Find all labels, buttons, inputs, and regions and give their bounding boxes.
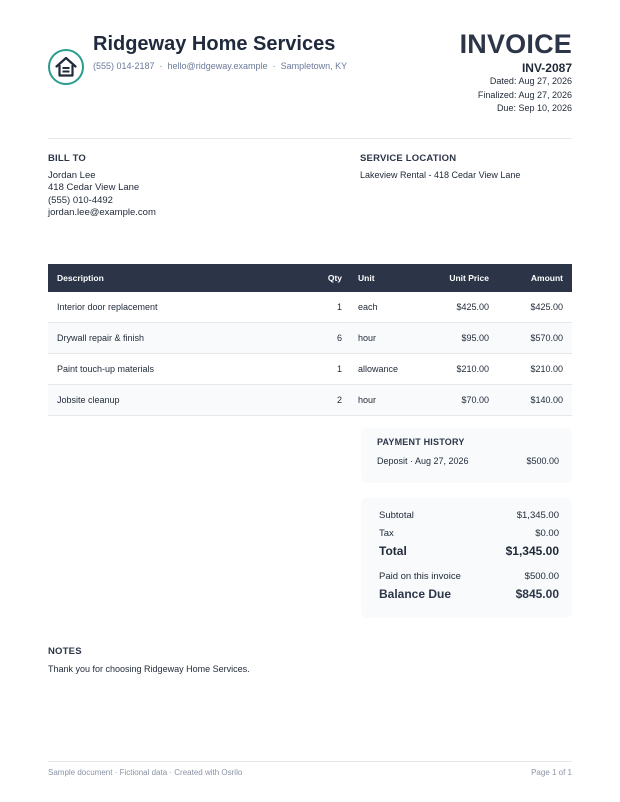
invoice-title: INVOICE: [459, 29, 572, 59]
subtotal-value: $1,345.00: [516, 510, 559, 521]
row-unit: hour: [358, 395, 377, 405]
company-email[interactable]: hello@ridgeway.example: [167, 61, 268, 71]
invoice-number: INV-2087: [521, 61, 572, 75]
header-amount: Amount: [530, 273, 563, 283]
notes-section: [48, 646, 250, 674]
service-location-section: [360, 153, 520, 180]
header-divider: [48, 138, 572, 139]
service-location-label: SERVICE LOCATION: [360, 153, 457, 164]
table-row: [48, 292, 572, 323]
row-unit: each: [358, 302, 378, 312]
company-name: Ridgeway Home Services: [93, 33, 336, 55]
company-logo: [48, 49, 84, 85]
header-qty: Qty: [327, 273, 342, 283]
house-icon: [54, 55, 78, 79]
total-row: [379, 544, 559, 558]
bill-to-address: 418 Cedar View Lane: [48, 182, 140, 194]
bill-to-name: Jordan Lee: [48, 170, 96, 181]
balance-due-row: [379, 587, 559, 601]
invoice-dates: [478, 75, 572, 116]
notes-label: NOTES: [48, 646, 82, 657]
line-items-table: [48, 264, 572, 416]
payment-entry: [377, 456, 559, 466]
invoice-due: Due: Sep 10, 2026: [496, 103, 572, 113]
bill-to-label: BILL TO: [48, 153, 86, 164]
paid-label: Paid on this invoice: [379, 571, 461, 582]
invoice-dated: Dated: Aug 27, 2026: [489, 76, 572, 86]
totals-box: [361, 498, 572, 618]
bill-to-section: [48, 153, 156, 219]
payment-entry-amount: $500.00: [526, 456, 559, 466]
row-qty: 1: [336, 302, 342, 312]
page-number: Page 1 of 1: [531, 768, 572, 777]
total-value: $1,345.00: [505, 544, 559, 558]
row-unit-price: $210.00: [456, 364, 489, 374]
row-description: Jobsite cleanup: [57, 395, 120, 405]
subtotal-row: [379, 510, 559, 521]
row-unit: hour: [358, 333, 377, 343]
balance-due-value: $845.00: [515, 587, 559, 601]
company-contact: [93, 61, 347, 71]
header-description: Description: [57, 273, 104, 283]
row-qty: 1: [336, 364, 342, 374]
tax-value: $0.00: [535, 528, 559, 539]
table-header: [48, 264, 572, 292]
row-description: Paint touch-up materials: [57, 364, 155, 374]
row-unit: allowance: [358, 364, 399, 374]
separator-dot: ·: [159, 61, 163, 71]
payment-history-box: [361, 428, 572, 483]
balance-due-label: Balance Due: [379, 587, 452, 601]
row-description: Interior door replacement: [57, 302, 158, 312]
footer-divider: [48, 761, 572, 762]
bill-to-phone: (555) 010-4492: [48, 194, 113, 206]
row-unit-price: $70.00: [461, 395, 489, 405]
table-row: [48, 323, 572, 354]
row-amount: $210.00: [530, 364, 563, 374]
row-amount: $570.00: [530, 333, 563, 343]
notes-text: Thank you for choosing Ridgeway Home Services.: [48, 664, 250, 674]
company-location: Sampletown, KY: [280, 61, 348, 71]
invoice-finalized: Finalized: Aug 27, 2026: [477, 89, 572, 100]
header-unit-price: Unit Price: [449, 273, 489, 283]
row-unit-price: $425.00: [456, 302, 489, 312]
row-amount: $140.00: [530, 395, 563, 405]
tax-label: Tax: [379, 528, 394, 539]
separator-dot: ·: [272, 61, 276, 71]
table-row: [48, 385, 572, 416]
header-unit: Unit: [358, 273, 375, 283]
row-unit-price: $95.00: [461, 333, 489, 343]
service-location-value: Lakeview Rental - 418 Cedar View Lane: [360, 170, 521, 180]
row-qty: 2: [336, 395, 342, 405]
bill-to-email: jordan.lee@example.com: [48, 206, 156, 218]
paid-value: $500.00: [524, 571, 559, 582]
table-row: [48, 354, 572, 385]
row-qty: 6: [336, 333, 342, 343]
total-label: Total: [379, 544, 407, 558]
footer-text: Sample document · Fictional data · Created with Osrilo: [48, 768, 243, 777]
payment-history-label: PAYMENT HISTORY: [377, 437, 465, 447]
payment-entry-label: Deposit · Aug 27, 2026: [377, 456, 469, 466]
subtotal-label: Subtotal: [379, 510, 414, 521]
row-amount: $425.00: [530, 302, 563, 312]
company-phone: (555) 014-2187: [93, 61, 155, 71]
tax-row: [379, 528, 559, 539]
paid-row: [379, 571, 559, 582]
row-description: Drywall repair & finish: [57, 333, 145, 343]
